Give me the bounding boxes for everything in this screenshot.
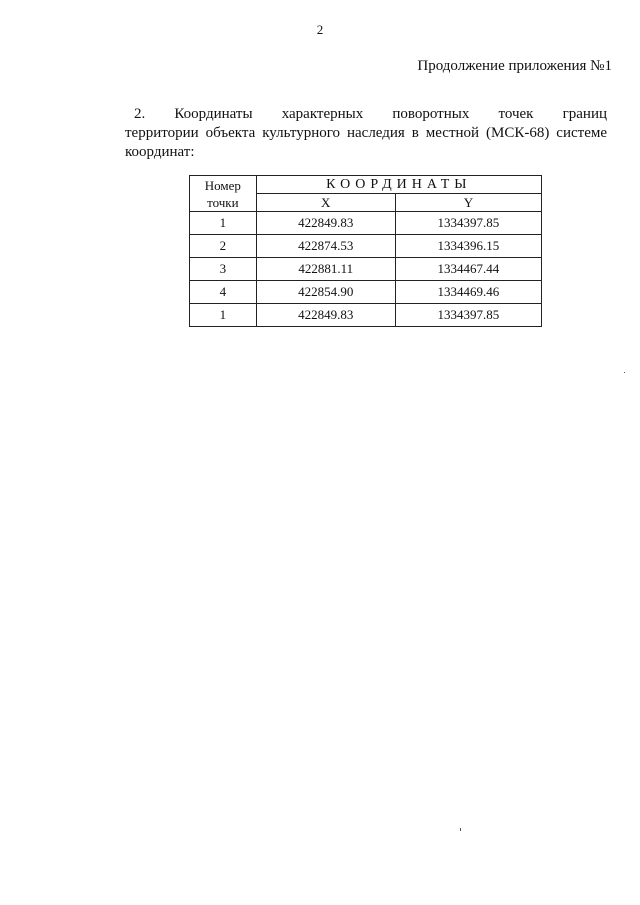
- y-coordinate-cell: 1334397.85: [395, 304, 541, 327]
- x-coordinate-cell: 422849.83: [256, 304, 395, 327]
- scan-speck: [624, 372, 625, 373]
- x-column-header: X: [256, 194, 395, 212]
- paragraph-line: территории объекта культурного наследия в местной (МСК-68) системе: [125, 125, 607, 141]
- paragraph-line: координат:: [125, 144, 195, 160]
- y-coordinate-cell: 1334467.44: [395, 258, 541, 281]
- point-number-header-line2: точки: [207, 194, 239, 210]
- y-coordinate-cell: 1334397.85: [395, 212, 541, 235]
- point-number-cell: 2: [190, 235, 257, 258]
- x-coordinate-cell: 422854.90: [256, 281, 395, 304]
- page-number: 2: [316, 22, 324, 37]
- coordinates-group-header: КООРДИНАТЫ: [256, 176, 541, 194]
- point-number-header: [190, 176, 257, 212]
- point-number-cell: 3: [190, 258, 257, 281]
- y-coordinate-cell: 1334469.46: [395, 281, 541, 304]
- table-row: [190, 281, 542, 304]
- point-number-cell: 4: [190, 281, 257, 304]
- coordinates-table: [189, 175, 542, 327]
- y-column-header: Y: [395, 194, 541, 212]
- table-row: [190, 304, 542, 327]
- paragraph-line: 2. Координаты характерных поворотных точек границ: [134, 106, 607, 122]
- x-coordinate-cell: 422874.53: [256, 235, 395, 258]
- continuation-title: Продолжение приложения №1: [417, 58, 612, 74]
- coordinates-paragraph: [125, 105, 607, 162]
- point-number-header-line1: Номер: [204, 177, 241, 193]
- x-coordinate-cell: 422881.11: [256, 258, 395, 281]
- table-row: [190, 258, 542, 281]
- point-number-cell: 1: [190, 212, 257, 235]
- table-row: [190, 235, 542, 258]
- x-coordinate-cell: 422849.83: [256, 212, 395, 235]
- y-coordinate-cell: 1334396.15: [395, 235, 541, 258]
- scan-speck: [460, 828, 461, 831]
- table-row: [190, 212, 542, 235]
- point-number-cell: 1: [190, 304, 257, 327]
